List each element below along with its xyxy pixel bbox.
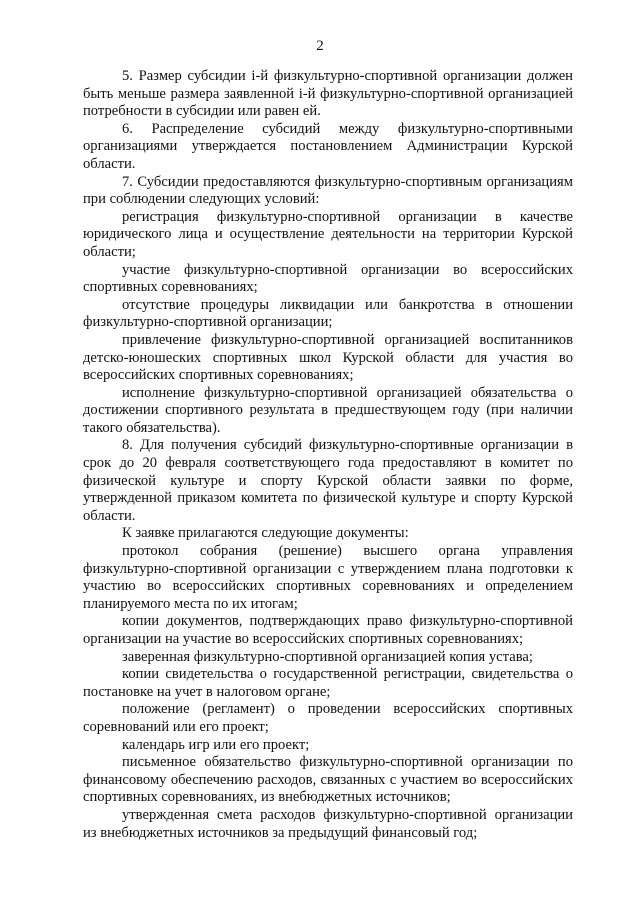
attached-documents-intro: К заявке прилагаются следующие документы: xyxy=(122,525,409,542)
condition-involving-pupils: привлечение физкультурно-спортивной организацией воспитанников детско-юношеских спортивных школ Курской области для участия во всероссийских спортивных соревнованиях; xyxy=(83,331,573,384)
document-expense-estimate: утвержденная смета расходов физкультурно-спортивной организации из внебюджетных источников за предыдущий финансовый год; xyxy=(83,806,573,841)
document-body xyxy=(83,68,573,842)
condition-registration: регистрация физкультурно-спортивной организации в качестве юридического лица и осуществление деятельности на территории Курской области; xyxy=(83,208,573,260)
document-competition-regulation: положение (регламент) о проведении всероссийских спортивных соревнований или его проект; xyxy=(83,701,573,735)
condition-participation: участие физкультурно-спортивной организации во всероссийских спортивных соревнованиях; xyxy=(83,261,573,296)
paragraph-7-conditions: 7. Субсидии предоставляются физкультурно-спортивным организациям при соблюдении следующих условий: xyxy=(83,173,573,208)
document-game-calendar: календарь игр или его проект; xyxy=(122,736,310,753)
document-financial-obligation: письменное обязательство физкультурно-спортивной организации по финансовому обеспечению расходов, связанных с участием во всероссийских спортивных соревнованиях, из внебюджетных источников; xyxy=(83,754,573,806)
page-number: 2 xyxy=(316,38,324,54)
document-registration-certificates: копии свидетельства о государственной регистрации, свидетельства о постановке на учет в налоговом органе; xyxy=(83,666,573,700)
paragraph-5-subsidy-size: 5. Размер субсидии i-й физкультурно-спортивной организации должен быть меньше размера заявленной i-й физкультурно-спортивной организацией потребности в субсидии или равен ей. xyxy=(83,68,573,120)
paragraph-6-distribution: 6. Распределение субсидий между физкультурно-спортивными организациями утверждается постановлением Администрации Курской области. xyxy=(83,120,573,172)
document-protocol: протокол собрания (решение) высшего органа управления физкультурно-спортивной организации с утверждением плана подготовки к участию во всероссийских спортивных соревнованиях и определением планируемого места по их итогам; xyxy=(83,543,573,612)
condition-no-liquidation: отсутствие процедуры ликвидации или банкротства в отношении физкультурно-спортивной организации; xyxy=(83,296,573,331)
paragraph-8-application: 8. Для получения субсидий физкультурно-спортивные организации в срок до 20 февраля соответствующего года предоставляют в комитет по физической культуре и спорту Курской области заявки по форме, утвержденной приказом комитета по физической культуре и спорту Курской области. xyxy=(83,437,573,524)
condition-sport-result: исполнение физкультурно-спортивной организацией обязательства о достижении спортивного результата в предшествующем году (при наличии такого обязательства). xyxy=(83,384,573,436)
document-charter-copy: заверенная физкультурно-спортивной организацией копия устава; xyxy=(122,648,533,665)
document-right-copies: копии документов, подтверждающих право физкультурно-спортивной организации на участие во всероссийских спортивных соревнованиях; xyxy=(83,613,573,647)
